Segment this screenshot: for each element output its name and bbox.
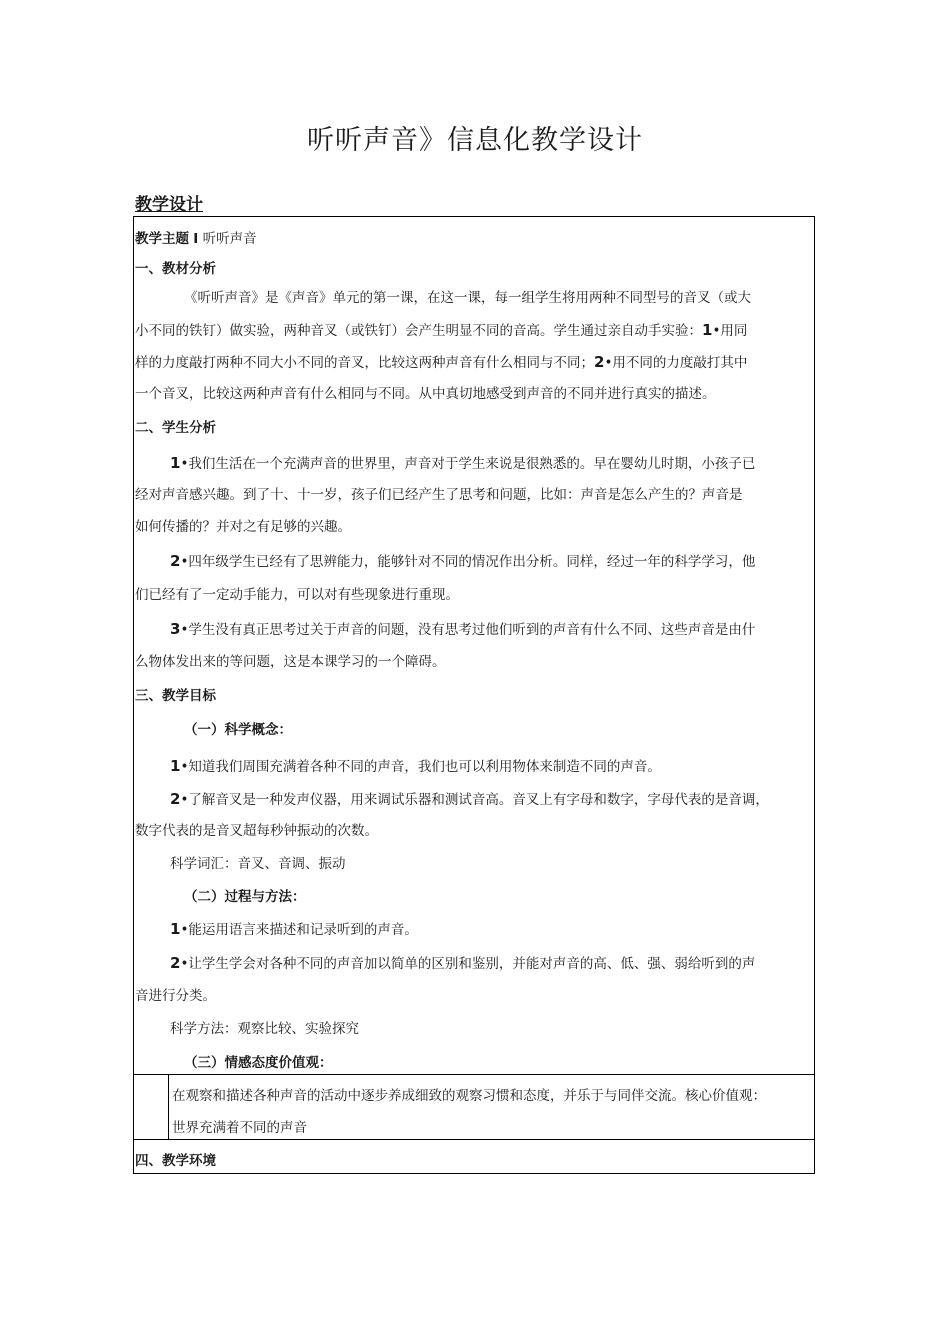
list-number: 2 [170,552,181,570]
list-number: 3 [170,620,181,638]
text-line: 在观察和描述各种声音的活动中逐步养成细致的观察习惯和态度，并乐于与同伴交流。核心价值观： [172,1088,766,1104]
heading-teaching-environment: 四、教学环境 [135,1153,216,1169]
list-number: 1 [170,920,181,938]
text-line [170,756,661,777]
list-number: 1 [702,321,713,339]
text-line: 一个音叉，比较这两种声音有什么相同与不同。从中真切地感受到声音的不同并进行真实的描述。 [135,386,716,402]
text-segment: •用同 [712,323,748,339]
heading-teaching-goals: 三、教学目标 [135,688,216,704]
subheading-process-methods: （二）过程与方法： [184,889,306,905]
text-segment: •学生没有真正思考过关于声音的问题，没有思考过他们听到的声音有什么不同、这些声音是由什 [180,622,756,638]
topic-row [135,229,257,249]
design-table [133,216,815,1074]
text-line [170,619,755,640]
topic-value: 听听声音 [202,231,257,247]
list-number: 2 [170,954,181,972]
text-line [135,320,747,341]
text-line: 世界充满着不同的声音 [172,1120,307,1136]
text-line [170,919,418,940]
text-line: 们已经有了一定动手能力，可以对有些现象进行重现。 [135,587,459,603]
text-segment: •能运用语言来描述和记录听到的声音。 [180,922,418,938]
list-number: 1 [170,757,181,775]
text-line [170,551,755,572]
text-segment: •用不同的力度敲打其中 [604,355,748,371]
text-line: 么物体发出来的等问题，这是本课学习的一个障碍。 [135,654,446,670]
text-segment: •四年级学生已经有了思辨能力，能够针对不同的情况作出分析。同样，经过一年的科学学习，他 [180,554,756,570]
heading-student-analysis: 二、学生分析 [135,420,216,436]
text-line: 如何传播的？并对之有足够的兴趣。 [135,519,351,535]
text-line: 音进行分类。 [135,988,216,1004]
text-segment: •了解音叉是一种发声仪器，用来调试乐器和测试音高。音叉上有字母和数字，字母代表的是音调， [180,792,769,808]
text-line: 经对声音感兴趣。到了十、十一岁，孩子们已经产生了思考和问题，比如：声音是怎么产生的？声音是 [135,487,743,503]
text-segment: •知道我们周围充满着各种不同的声音，我们也可以利用物体来制造不同的声音。 [180,759,661,775]
list-number: 2 [594,353,605,371]
environment-row [133,1139,815,1174]
values-row-divider [168,1074,169,1140]
text-line [170,453,755,474]
text-line: 科学方法：观察比较、实验探究 [170,1021,359,1037]
topic-separator: I [193,231,199,247]
text-line [170,953,755,974]
topic-label: 教学主题 [135,231,189,247]
text-line [135,352,747,373]
text-segment: 小不同的铁钉）做实验，两种音叉（或铁钉）会产生明显不同的音高。学生通过亲自动手实验： [135,323,702,339]
subheading-values: （三）情感态度价值观： [184,1055,333,1071]
subheading-science-concepts: （一）科学概念： [184,722,292,738]
heading-textbook-analysis: 一、教材分析 [135,261,216,277]
text-segment: •我们生活在一个充满声音的世界里，声音对于学生来说是很熟悉的。早在婴幼儿时期，小孩子已 [180,456,756,472]
text-line: 科学词汇：音叉、音调、振动 [170,856,346,872]
section-heading: 教学设计 [135,195,203,215]
list-number: 1 [170,454,181,472]
text-line: 数字代表的是音叉超每秒钟振动的次数。 [135,823,378,839]
text-line: 《听听声音》是《声音》单元的第一课，在这一课，每一组学生将用两种不同型号的音叉（或大 [184,290,751,306]
list-number: 2 [170,790,181,808]
text-segment: •让学生学会对各种不同的声音加以简单的区别和鉴别，并能对声音的高、低、强、弱给听到的声 [180,956,756,972]
text-line [170,789,769,810]
text-segment: 样的力度敲打两种不同大小不同的音叉，比较这两种声音有什么相同与不同； [135,355,594,371]
document-title: 听听声音》信息化教学设计 [307,125,643,156]
